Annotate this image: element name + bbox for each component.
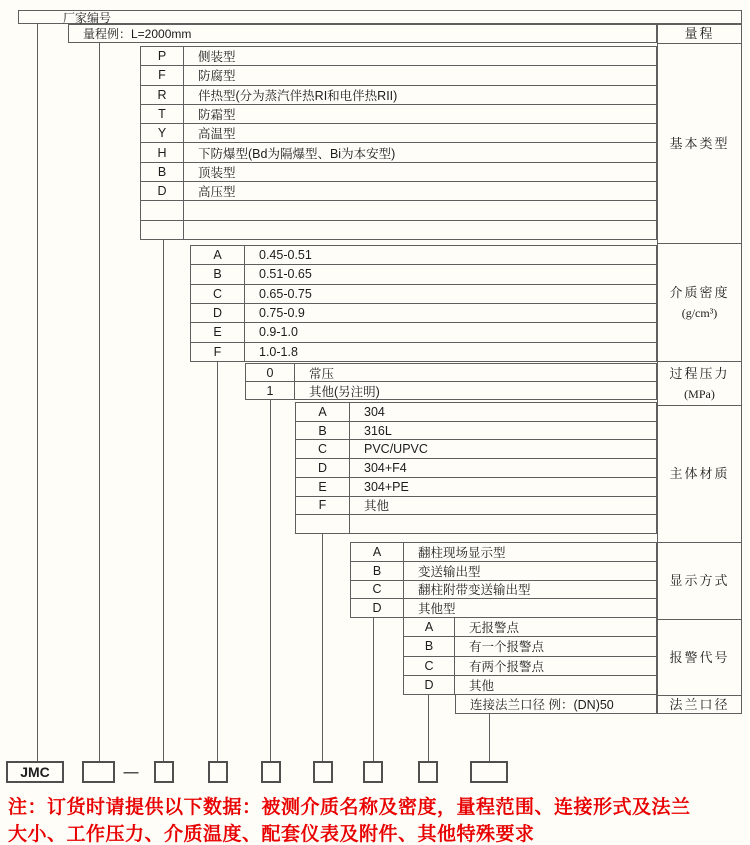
desc-cell: 翻柱现场显示型 [418, 545, 506, 560]
connector-line [373, 618, 374, 761]
desc-cell: 有一个报警点 [469, 640, 545, 655]
desc-cell: 翻柱附带变送输出型 [418, 583, 531, 598]
range-example-label: 量程例：L=2000mm [83, 27, 192, 41]
table-row [404, 618, 656, 636]
table-row [351, 561, 656, 580]
label-range: 量程 [684, 26, 715, 41]
table-row-empty [296, 514, 656, 533]
code-cell: A [404, 618, 455, 636]
table-row [141, 181, 656, 200]
code-cell [141, 201, 184, 219]
desc-cell: 1.0-1.8 [259, 344, 298, 359]
table-row [404, 675, 656, 694]
table-row [191, 284, 656, 303]
table-row [141, 85, 656, 104]
desc-cell: 连接法兰口径 例：(DN)50 [470, 698, 614, 712]
code-cell: B [296, 422, 350, 440]
code-cell: B [141, 163, 184, 181]
table-row [246, 364, 656, 381]
code-cell: P [141, 47, 184, 65]
desc-cell: 0.45-0.51 [259, 248, 312, 263]
code-cell: H [141, 143, 184, 161]
code-box-alarm [418, 761, 438, 783]
medium-density-table [190, 245, 657, 362]
table-row [141, 162, 656, 181]
table-row [296, 477, 656, 496]
order-note-line2: 大小、工作压力、介质温度、配套仪表及附件、其他特殊要求 [8, 824, 535, 845]
connector-line [37, 24, 38, 761]
connector-line [489, 714, 490, 761]
desc-cell: 防腐型 [198, 69, 236, 84]
table-row [296, 403, 656, 421]
code-cell: D [296, 459, 350, 477]
desc-cell: 其他型 [418, 602, 456, 617]
code-box-flange [470, 761, 508, 783]
table-row [246, 381, 656, 399]
desc-cell: 0.75-0.9 [259, 306, 305, 321]
desc-cell: 304 [364, 404, 385, 419]
desc-cell: 侧装型 [198, 50, 236, 65]
code-cell: 0 [246, 364, 295, 381]
label-flange-size: 法兰口径 [658, 695, 741, 713]
code-box-pressure [261, 761, 281, 783]
table-row [296, 421, 656, 440]
table-row [191, 303, 656, 322]
desc-cell: 下防爆型(Bd为隔爆型、Bi为本安型) [198, 146, 396, 161]
table-row [141, 47, 656, 65]
connector-line [322, 534, 323, 761]
table-row [141, 65, 656, 84]
code-cell: D [141, 182, 184, 200]
code-box-material [313, 761, 333, 783]
code-cell: T [141, 105, 184, 123]
range-example-row [68, 24, 657, 43]
desc-cell: 其他(另注明) [309, 384, 380, 399]
code-box-manufacturer [82, 761, 115, 783]
desc-cell [184, 201, 656, 219]
desc-cell: 0.65-0.75 [259, 286, 312, 301]
desc-cell [350, 515, 656, 533]
label-body-material: 主体材质 [658, 405, 741, 542]
code-cell: C [296, 440, 350, 458]
code-box-display [363, 761, 383, 783]
order-note [8, 794, 748, 845]
label-process-pressure: 过程压力 (MPa) [658, 361, 741, 405]
desc-cell: 304+PE [364, 479, 409, 494]
label-display-mode: 显示方式 [658, 542, 741, 619]
table-row [404, 656, 656, 675]
code-cell: F [141, 66, 184, 84]
code-cell: D [351, 599, 404, 617]
table-row [351, 580, 656, 599]
process-pressure-table [245, 363, 657, 400]
code-cell: D [404, 676, 455, 694]
desc-cell: 0.9-1.0 [259, 325, 298, 340]
desc-cell [184, 221, 656, 239]
desc-cell: 有两个报警点 [469, 659, 545, 674]
desc-cell: 304+F4 [364, 461, 407, 476]
table-row-empty [141, 200, 656, 219]
table-row [404, 636, 656, 655]
code-cell: F [191, 343, 245, 361]
desc-cell: 防霜型 [198, 108, 236, 123]
dash-separator: — [123, 763, 139, 781]
desc-cell: 其他 [364, 499, 390, 514]
connector-line [163, 240, 164, 761]
desc-cell: 316L [364, 423, 392, 438]
manufacturer-row [18, 10, 742, 24]
model-prefix-box: JMC [6, 761, 64, 783]
desc-cell: 0.51-0.65 [259, 267, 312, 282]
table-row [191, 246, 656, 264]
connector-line [217, 362, 218, 761]
body-material-table [295, 402, 657, 534]
code-cell: D [191, 304, 245, 322]
code-box-density [208, 761, 228, 783]
code-cell: C [404, 657, 455, 675]
table-row [351, 543, 656, 561]
label-alarm-code: 报警代号 [658, 619, 741, 695]
label-medium-density: 介质密度 (g/cm³) [658, 243, 741, 361]
table-row [141, 104, 656, 123]
table-row [191, 264, 656, 283]
table-row [191, 322, 656, 341]
connector-line [270, 400, 271, 761]
table-row [351, 598, 656, 617]
code-cell [141, 221, 184, 239]
desc-cell: 无报警点 [469, 621, 520, 636]
code-box-basic-type [154, 761, 174, 783]
order-note-line1: 注：订货时请提供以下数据：被测介质名称及密度，量程范围、连接形式及法兰 [8, 797, 691, 818]
code-cell: B [404, 637, 455, 655]
manufacturer-label: 厂家编号 [63, 10, 112, 25]
table-row [141, 123, 656, 142]
desc-cell: PVC/UPVC [364, 442, 428, 457]
desc-cell: 顶装型 [198, 165, 236, 180]
code-cell: C [191, 285, 245, 303]
table-row [296, 458, 656, 477]
table-row [296, 439, 656, 458]
code-cell: Y [141, 124, 184, 142]
flange-size-row [455, 695, 657, 714]
connector-line [99, 43, 100, 761]
desc-cell: 常压 [309, 366, 335, 381]
code-cell: B [191, 265, 245, 283]
alarm-code-table [403, 618, 657, 695]
code-cell: 1 [246, 382, 295, 399]
code-cell: R [141, 86, 184, 104]
code-cell: A [351, 543, 404, 561]
table-row [296, 496, 656, 515]
category-label-column [657, 24, 742, 714]
desc-cell: 其他 [469, 678, 495, 693]
table-row-empty [141, 220, 656, 239]
basic-type-table [140, 46, 657, 240]
display-mode-table [350, 542, 657, 618]
desc-cell: 高压型 [198, 185, 236, 200]
desc-cell: 高温型 [198, 127, 236, 142]
code-cell: B [351, 562, 404, 580]
code-cell: E [296, 478, 350, 496]
code-cell: F [296, 497, 350, 515]
label-basic-type: 基本类型 [658, 43, 741, 243]
code-cell: A [296, 403, 350, 421]
code-cell: C [351, 581, 404, 599]
code-cell: E [191, 323, 245, 341]
table-row [141, 142, 656, 161]
desc-cell: 变送输出型 [418, 564, 481, 579]
connector-line [428, 695, 429, 761]
code-cell [296, 515, 350, 533]
code-cell: A [191, 246, 245, 264]
table-row [456, 695, 656, 713]
table-row [191, 342, 656, 361]
desc-cell: 伴热型(分为蒸汽伴热RI和电伴热RII) [198, 88, 398, 103]
